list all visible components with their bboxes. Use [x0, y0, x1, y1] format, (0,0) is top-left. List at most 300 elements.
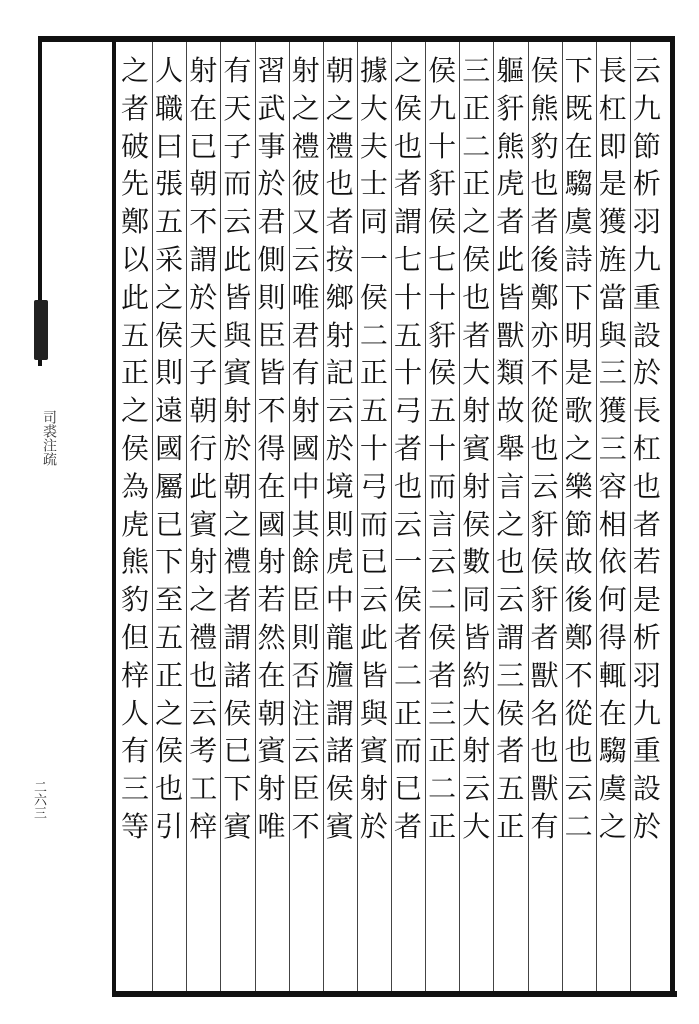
character: 據	[359, 54, 388, 87]
page-number: 二六三	[31, 780, 46, 819]
character: 豻	[428, 167, 457, 201]
text-column	[186, 52, 220, 982]
character: 獲	[598, 394, 627, 428]
character: 餘	[291, 545, 320, 579]
margin-title: 司裘注疏	[41, 410, 57, 466]
text-column	[528, 52, 562, 982]
character: 已	[189, 129, 218, 163]
character: 五	[496, 772, 525, 806]
character: 後	[564, 583, 593, 617]
character: 其	[291, 507, 320, 541]
character: 輒	[598, 658, 627, 692]
text-column	[323, 52, 357, 982]
character: 賓	[462, 431, 491, 465]
character: 若	[632, 545, 661, 579]
character: 屬	[155, 469, 184, 503]
left-frame-line	[112, 36, 116, 997]
character: 已	[155, 507, 184, 541]
character: 則	[325, 507, 354, 541]
character: 云	[291, 242, 320, 276]
character: 之	[564, 431, 593, 465]
character: 臣	[291, 772, 320, 806]
character: 在	[257, 469, 286, 503]
column-divider	[493, 42, 494, 991]
character: 與	[598, 318, 627, 352]
character: 同	[462, 583, 491, 617]
character: 虎	[325, 545, 354, 579]
character: 云	[564, 772, 593, 806]
character: 云	[462, 772, 491, 806]
character: 已	[394, 772, 423, 806]
character: 侯	[394, 583, 423, 617]
character: 騶	[564, 167, 593, 201]
character: 也	[496, 545, 525, 579]
character: 而	[223, 167, 252, 201]
character: 鄭	[564, 620, 593, 654]
character: 九	[632, 91, 661, 125]
character: 者	[121, 91, 150, 125]
character: 習	[257, 54, 286, 87]
column-divider	[528, 42, 529, 991]
character: 至	[155, 583, 184, 617]
text-column	[630, 52, 664, 982]
character: 按	[325, 242, 354, 276]
text-column	[289, 52, 323, 982]
character: 者	[394, 620, 423, 654]
character: 正	[428, 734, 457, 768]
character: 正	[496, 809, 525, 843]
character: 君	[291, 318, 320, 352]
column-divider	[186, 42, 187, 991]
character: 獲	[598, 205, 627, 239]
character: 節	[564, 507, 593, 541]
character: 侯	[462, 507, 491, 541]
character: 熊	[121, 545, 150, 579]
fishtail-mark	[34, 300, 48, 360]
character: 明	[564, 318, 593, 352]
character: 侯	[462, 242, 491, 276]
character: 於	[632, 809, 661, 843]
character: 弓	[359, 469, 388, 503]
character: 職	[155, 91, 184, 125]
character: 又	[291, 205, 320, 239]
character: 士	[359, 167, 388, 201]
character: 侯	[155, 734, 184, 768]
character: 正	[462, 91, 491, 125]
character: 之	[598, 809, 627, 843]
column-divider	[357, 42, 358, 991]
character: 同	[359, 205, 388, 239]
character: 但	[121, 620, 150, 654]
column-divider	[596, 42, 597, 991]
character: 正	[394, 696, 423, 730]
character: 在	[564, 129, 593, 163]
character: 弓	[394, 394, 423, 428]
character: 已	[359, 545, 388, 579]
character: 不	[530, 356, 559, 390]
character: 旜	[325, 658, 354, 692]
character: 侯	[325, 772, 354, 806]
character: 詩	[564, 242, 593, 276]
text-column	[357, 52, 391, 982]
character: 國	[291, 431, 320, 465]
character: 於	[223, 431, 252, 465]
character: 朝	[189, 394, 218, 428]
character: 侯	[121, 431, 150, 465]
character: 此	[496, 242, 525, 276]
character: 者	[496, 734, 525, 768]
text-column	[152, 52, 186, 982]
character: 臣	[257, 318, 286, 352]
character: 云	[394, 507, 423, 541]
character: 之	[121, 394, 150, 428]
character: 虞	[564, 205, 593, 239]
character: 之	[189, 583, 218, 617]
character: 三	[496, 658, 525, 692]
character: 彼	[291, 167, 320, 201]
character: 否	[291, 658, 320, 692]
character: 有	[291, 356, 320, 390]
character: 人	[155, 54, 184, 87]
character: 九	[428, 91, 457, 125]
character: 朝	[325, 54, 354, 87]
character: 也	[394, 129, 423, 163]
character: 侯	[496, 696, 525, 730]
character: 虎	[121, 507, 150, 541]
text-column	[562, 52, 596, 982]
character: 云	[291, 734, 320, 768]
character: 五	[155, 620, 184, 654]
text-column	[459, 52, 493, 982]
character: 射	[291, 394, 320, 428]
character: 名	[530, 696, 559, 730]
character: 而	[428, 469, 457, 503]
character: 設	[632, 318, 661, 352]
character: 豻	[530, 583, 559, 617]
character: 有	[223, 54, 252, 87]
character: 者	[462, 318, 491, 352]
text-column	[118, 52, 152, 982]
character: 與	[359, 696, 388, 730]
character: 二	[564, 809, 593, 843]
character: 五	[359, 394, 388, 428]
character: 禮	[189, 620, 218, 654]
character: 射	[462, 734, 491, 768]
character: 於	[632, 356, 661, 390]
character: 謂	[496, 620, 525, 654]
character: 者	[325, 205, 354, 239]
character: 於	[325, 431, 354, 465]
character: 側	[257, 242, 286, 276]
character: 豹	[121, 583, 150, 617]
character: 與	[223, 318, 252, 352]
character: 樂	[564, 469, 593, 503]
character: 境	[325, 469, 354, 503]
column-divider	[289, 42, 290, 991]
character: 正	[359, 356, 388, 390]
character: 之	[462, 205, 491, 239]
character: 謂	[325, 696, 354, 730]
character: 從	[564, 696, 593, 730]
character: 熊	[496, 129, 525, 163]
character: 射	[223, 394, 252, 428]
character: 謂	[189, 242, 218, 276]
column-divider	[255, 42, 256, 991]
character: 大	[359, 91, 388, 125]
character: 舉	[496, 431, 525, 465]
character: 者	[496, 205, 525, 239]
character: 三	[121, 772, 150, 806]
character: 後	[530, 242, 559, 276]
character: 約	[462, 658, 491, 692]
character: 長	[598, 54, 627, 87]
character: 遠	[155, 394, 184, 428]
character: 則	[155, 356, 184, 390]
character: 節	[632, 129, 661, 163]
character: 之	[325, 91, 354, 125]
character: 正	[428, 809, 457, 843]
character: 侯	[428, 356, 457, 390]
character: 十	[428, 280, 457, 314]
character: 重	[632, 280, 661, 314]
character: 中	[291, 469, 320, 503]
character: 朝	[223, 469, 252, 503]
character: 在	[189, 91, 218, 125]
character: 張	[155, 167, 184, 201]
character: 者	[394, 167, 423, 201]
character: 者	[530, 620, 559, 654]
character: 云	[189, 696, 218, 730]
character: 二	[359, 318, 388, 352]
character: 云	[428, 545, 457, 579]
character: 三	[428, 696, 457, 730]
character: 三	[462, 54, 491, 87]
character: 正	[462, 167, 491, 201]
character: 容	[598, 469, 627, 503]
character: 射	[257, 772, 286, 806]
character: 云	[325, 394, 354, 428]
character: 言	[496, 469, 525, 503]
character: 下	[564, 54, 593, 87]
character: 云	[496, 583, 525, 617]
character: 此	[121, 280, 150, 314]
character: 於	[257, 167, 286, 201]
character: 子	[223, 129, 252, 163]
character: 射	[462, 469, 491, 503]
character: 先	[121, 167, 150, 201]
character: 也	[394, 469, 423, 503]
character: 諸	[223, 658, 252, 692]
character: 唯	[257, 809, 286, 843]
character: 射	[189, 545, 218, 579]
character: 鄭	[530, 280, 559, 314]
character: 賓	[189, 507, 218, 541]
character: 十	[428, 129, 457, 163]
character: 此	[223, 242, 252, 276]
character: 之	[394, 54, 423, 87]
character: 梓	[189, 809, 218, 843]
character: 國	[155, 431, 184, 465]
character: 也	[462, 280, 491, 314]
character: 天	[189, 318, 218, 352]
character: 不	[564, 658, 593, 692]
text-column	[493, 52, 527, 982]
character: 重	[632, 734, 661, 768]
character: 一	[394, 545, 423, 579]
character: 天	[223, 91, 252, 125]
character: 析	[632, 620, 661, 654]
character: 二	[462, 129, 491, 163]
character: 云	[223, 205, 252, 239]
character: 皆	[257, 356, 286, 390]
character: 皆	[223, 280, 252, 314]
character: 皆	[359, 658, 388, 692]
character: 言	[428, 507, 457, 541]
character: 之	[496, 507, 525, 541]
character: 軀	[496, 54, 525, 87]
column-divider	[425, 42, 426, 991]
character: 相	[598, 507, 627, 541]
character: 歌	[564, 394, 593, 428]
character: 五	[121, 318, 150, 352]
character: 鄉	[325, 280, 354, 314]
character: 也	[530, 734, 559, 768]
character: 豻	[428, 318, 457, 352]
text-column	[220, 52, 254, 982]
column-divider	[391, 42, 392, 991]
character: 夫	[359, 129, 388, 163]
character: 此	[359, 620, 388, 654]
character: 射	[189, 54, 218, 87]
character: 故	[496, 394, 525, 428]
character: 以	[121, 242, 150, 276]
column-divider	[220, 42, 221, 991]
character: 十	[359, 431, 388, 465]
character: 侯	[428, 54, 457, 87]
character: 是	[598, 167, 627, 201]
character: 三	[598, 356, 627, 390]
column-divider	[152, 42, 153, 991]
character: 之	[291, 91, 320, 125]
character: 唯	[291, 280, 320, 314]
character: 引	[155, 809, 184, 843]
character: 何	[598, 583, 627, 617]
character: 二	[428, 772, 457, 806]
character: 析	[632, 167, 661, 201]
character: 羽	[632, 658, 661, 692]
character: 然	[257, 620, 286, 654]
character: 杠	[598, 91, 627, 125]
character: 十	[394, 280, 423, 314]
character: 記	[325, 356, 354, 390]
character: 之	[121, 54, 150, 87]
character: 二	[394, 658, 423, 692]
character: 也	[325, 167, 354, 201]
text-column	[596, 52, 630, 982]
character: 而	[359, 507, 388, 541]
character: 大	[462, 696, 491, 730]
character: 之	[155, 696, 184, 730]
bottom-border-rule	[112, 991, 677, 997]
character: 而	[394, 734, 423, 768]
character: 皆	[462, 620, 491, 654]
character: 鄭	[121, 205, 150, 239]
character: 依	[598, 545, 627, 579]
character: 賓	[257, 734, 286, 768]
character: 五	[428, 394, 457, 428]
character: 朝	[257, 696, 286, 730]
character: 下	[223, 772, 252, 806]
column-divider	[459, 42, 460, 991]
character: 也	[632, 469, 661, 503]
character: 在	[598, 696, 627, 730]
character: 云	[632, 54, 661, 87]
top-border-rule	[38, 36, 670, 42]
character: 亦	[530, 318, 559, 352]
character: 者	[394, 431, 423, 465]
character: 在	[257, 658, 286, 692]
character: 大	[462, 809, 491, 843]
character: 行	[189, 431, 218, 465]
character: 子	[189, 356, 218, 390]
character: 之	[155, 280, 184, 314]
character: 當	[598, 280, 627, 314]
character: 五	[394, 318, 423, 352]
character: 臣	[291, 583, 320, 617]
character: 禮	[291, 129, 320, 163]
character: 武	[257, 91, 286, 125]
character: 二	[428, 583, 457, 617]
character: 虞	[598, 772, 627, 806]
character: 大	[462, 356, 491, 390]
character: 也	[155, 772, 184, 806]
character: 朝	[189, 167, 218, 201]
character: 云	[359, 583, 388, 617]
character: 豹	[530, 129, 559, 163]
character: 即	[598, 129, 627, 163]
character: 豻	[496, 91, 525, 125]
character: 七	[428, 242, 457, 276]
character: 下	[155, 545, 184, 579]
character: 謂	[394, 205, 423, 239]
character: 事	[257, 129, 286, 163]
character: 者	[394, 809, 423, 843]
character: 國	[257, 507, 286, 541]
character: 曰	[155, 129, 184, 163]
character: 若	[257, 583, 286, 617]
character: 已	[223, 734, 252, 768]
character: 人	[121, 696, 150, 730]
character: 是	[564, 356, 593, 390]
character: 獸	[496, 318, 525, 352]
character: 則	[257, 280, 286, 314]
character: 賓	[359, 734, 388, 768]
character: 侯	[223, 696, 252, 730]
character: 者	[223, 583, 252, 617]
text-column	[255, 52, 289, 982]
character: 者	[428, 658, 457, 692]
character: 有	[121, 734, 150, 768]
character: 侯	[155, 318, 184, 352]
character: 也	[189, 658, 218, 692]
character: 工	[189, 772, 218, 806]
character: 等	[121, 809, 150, 843]
character: 長	[632, 394, 661, 428]
character: 龍	[325, 620, 354, 654]
character: 九	[632, 696, 661, 730]
character: 賓	[223, 809, 252, 843]
character: 也	[564, 734, 593, 768]
